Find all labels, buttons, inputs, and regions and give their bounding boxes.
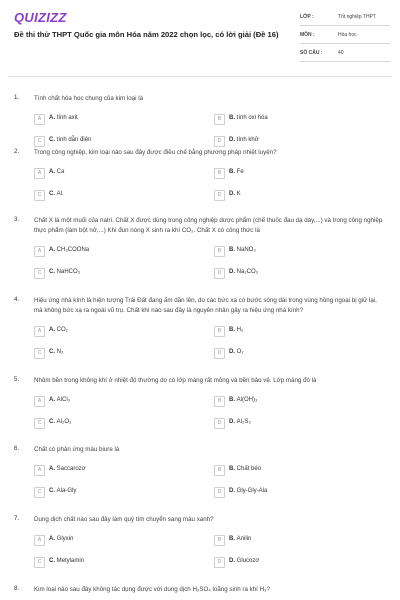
option-letter-box: C	[34, 268, 45, 279]
option-body: N₂	[56, 349, 64, 355]
meta-value: Hóa học	[338, 32, 357, 38]
option-body: Ca	[56, 169, 65, 175]
quizizz-logo: QUIZIZZ	[14, 10, 67, 25]
option-letter: C.	[49, 558, 57, 564]
option-body: Saccarozơ	[56, 466, 86, 472]
option-letter: A.	[49, 115, 57, 121]
option-letter: C.	[49, 137, 57, 143]
option-letter-box: D	[214, 348, 225, 359]
meta-row-question-count	[300, 48, 390, 62]
question-number: 4.	[14, 296, 20, 303]
option-letter-box: A	[34, 326, 45, 337]
option-letter: A.	[49, 466, 57, 472]
option-body: Al(OH)₃	[236, 397, 258, 403]
option-body: Glucozơ	[236, 558, 260, 564]
option-text	[229, 466, 261, 472]
option-body: Anilin	[236, 536, 252, 542]
option-body: Al.	[56, 191, 64, 197]
option-text	[49, 115, 78, 121]
option-letter-box: D	[214, 418, 225, 429]
option-letter: D.	[229, 349, 237, 355]
option-body: Gly-Gly-Ala	[236, 488, 268, 494]
option-letter: C.	[49, 349, 57, 355]
option-text	[229, 169, 244, 175]
option-letter-box: B	[214, 114, 225, 125]
option-letter-box: A	[34, 396, 45, 407]
question-text: Tính chất hóa học chung của kim loại là	[34, 95, 144, 102]
option-letter-box: A	[34, 168, 45, 179]
option-text	[49, 419, 71, 425]
option-letter: B.	[229, 115, 237, 121]
option-text	[49, 397, 70, 403]
option-body: tính khử	[236, 137, 259, 143]
option-body: tính oxi hóa	[236, 115, 268, 121]
option-text	[49, 349, 63, 355]
option-text	[49, 466, 86, 472]
option-text	[229, 191, 241, 197]
option-text	[229, 536, 251, 542]
option-letter-box: B	[214, 246, 225, 257]
meta-row-subject	[300, 30, 390, 44]
option-letter-box: C	[34, 348, 45, 359]
meta-key: LỚP :	[300, 14, 314, 20]
question-text: Hiệu ứng nhà kính là hiện tượng Trái Đất đang ấm dần lên, do các bức xạ có bước sóng dài trong vùng hồng ngoại bị giữ lại, mà không bức xạ ra ngoài vũ trụ. Chất khí nào sau đây là nguyên nhân gây ra hiệu ứng nhà kính?	[34, 297, 377, 314]
option-text	[49, 558, 84, 564]
option-letter: D.	[229, 488, 237, 494]
question-number: 1.	[14, 94, 20, 101]
option-letter-box: B	[214, 396, 225, 407]
option-text	[49, 269, 80, 275]
option-letter-box: D	[214, 557, 225, 568]
question-text: Chất X là một muối của natri. Chất X được dùng trong công nghiệp dược phẩm (chế thuốc đau dạ dày,...) và trong công nghiệp thực phẩm (làm bột nở,...) Khi đun nóng X sinh ra khí CO₂. Chất X có công thức là	[34, 217, 383, 234]
option-letter-box: B	[214, 168, 225, 179]
option-letter: C.	[49, 191, 57, 197]
option-letter-box: C	[34, 557, 45, 568]
worksheet-meta	[300, 12, 390, 66]
option-body: NaNO₃	[236, 247, 256, 253]
option-body: Na₂CO₃	[236, 269, 259, 275]
option-letter-box: B	[214, 535, 225, 546]
option-letter: D.	[229, 137, 237, 143]
option-letter-box: D	[214, 136, 225, 147]
option-text	[49, 191, 64, 197]
option-text	[229, 115, 268, 121]
question-number: 7.	[14, 515, 20, 522]
option-body: NaHCO₃	[56, 269, 81, 275]
question-number: 6.	[14, 445, 20, 452]
option-letter-box: C	[34, 190, 45, 201]
option-letter-box: B	[214, 326, 225, 337]
option-text	[49, 137, 91, 143]
option-letter: D.	[229, 269, 237, 275]
option-text	[229, 397, 257, 403]
question-text: Nhôm bền trong không khí ở nhiệt độ thường do có lớp màng rất mỏng và bền bảo vệ. Lớp màng đó là	[34, 377, 317, 384]
header-divider	[8, 76, 392, 77]
option-text	[49, 488, 76, 494]
option-letter-box: C	[34, 418, 45, 429]
option-letter: C.	[49, 419, 57, 425]
option-letter: D.	[229, 191, 237, 197]
option-body: Fe	[236, 169, 244, 175]
option-letter: A.	[49, 247, 57, 253]
option-body: Ala-Gly	[56, 488, 77, 494]
option-text	[49, 247, 89, 253]
option-body: tính axit	[56, 115, 78, 121]
option-text	[229, 488, 267, 494]
option-letter: C.	[49, 269, 57, 275]
question-number: 5.	[14, 376, 20, 383]
meta-key: MÔN :	[300, 32, 315, 38]
option-text	[49, 536, 73, 542]
option-letter: A.	[49, 327, 57, 333]
option-text	[229, 349, 244, 355]
option-letter: B.	[229, 327, 237, 333]
option-body: AlCl₃	[56, 397, 71, 403]
option-letter: A.	[49, 397, 57, 403]
option-body: H₂	[236, 327, 244, 333]
question-text: Trong công nghiệp, kim loại nào sau đây được điều chế bằng phương pháp nhiệt luyện?	[34, 149, 277, 156]
worksheet-header	[0, 0, 400, 72]
option-text	[49, 169, 64, 175]
option-body: O₂	[236, 349, 244, 355]
option-letter: B.	[229, 397, 237, 403]
option-body: Glyxin	[56, 536, 74, 542]
option-body: tính dẫn điện	[56, 137, 92, 143]
meta-value: Tốt nghiệp THPT	[338, 14, 376, 20]
question-number: 3.	[14, 216, 20, 223]
option-letter-box: A	[34, 114, 45, 125]
option-letter: B.	[229, 169, 237, 175]
option-letter-box: C	[34, 136, 45, 147]
option-letter: B.	[229, 466, 237, 472]
option-body: Chất béo	[236, 466, 262, 472]
option-letter: D.	[229, 419, 237, 425]
option-letter: B.	[229, 536, 237, 542]
worksheet-title: Đề thi thử THPT Quốc gia môn Hóa năm 2022 chọn lọc, có lời giải (Đề 16)	[14, 30, 279, 39]
option-letter-box: B	[214, 465, 225, 476]
option-letter: A.	[49, 536, 57, 542]
option-body: Al₂S₃	[236, 419, 251, 425]
option-letter-box: A	[34, 246, 45, 257]
option-text	[229, 327, 243, 333]
option-text	[229, 419, 251, 425]
option-body: Metylamin	[56, 558, 85, 564]
question-text: Dung dịch chất nào sau đây làm quỳ tím chuyển sang màu xanh?	[34, 516, 214, 523]
option-body: K	[236, 191, 241, 197]
meta-key: SỐ CÂU :	[300, 50, 323, 56]
option-body: CO₂	[56, 327, 69, 333]
option-letter-box: C	[34, 487, 45, 498]
meta-value: 40	[338, 50, 344, 56]
option-text	[229, 269, 258, 275]
option-body: Al₂O₃	[56, 419, 72, 425]
option-letter-box: A	[34, 465, 45, 476]
option-letter-box: A	[34, 535, 45, 546]
question-text: Kim loại nào sau đây không tác dụng được với dung dịch H₂SO₄ loãng sinh ra khí H₂?	[34, 586, 270, 593]
option-letter-box: D	[214, 487, 225, 498]
option-text	[229, 137, 259, 143]
option-letter-box: D	[214, 190, 225, 201]
option-body: CH₃COONa	[56, 247, 90, 253]
option-letter: A.	[49, 169, 57, 175]
option-letter: B.	[229, 247, 237, 253]
option-text	[229, 558, 259, 564]
meta-row-class	[300, 12, 390, 26]
question-text: Chất có phản ứng màu biure là	[34, 446, 120, 453]
option-letter-box: D	[214, 268, 225, 279]
option-letter: C.	[49, 488, 57, 494]
question-number: 8.	[14, 585, 20, 592]
option-letter: D.	[229, 558, 237, 564]
question-number: 2.	[14, 148, 20, 155]
option-text	[49, 327, 68, 333]
option-text	[229, 247, 256, 253]
